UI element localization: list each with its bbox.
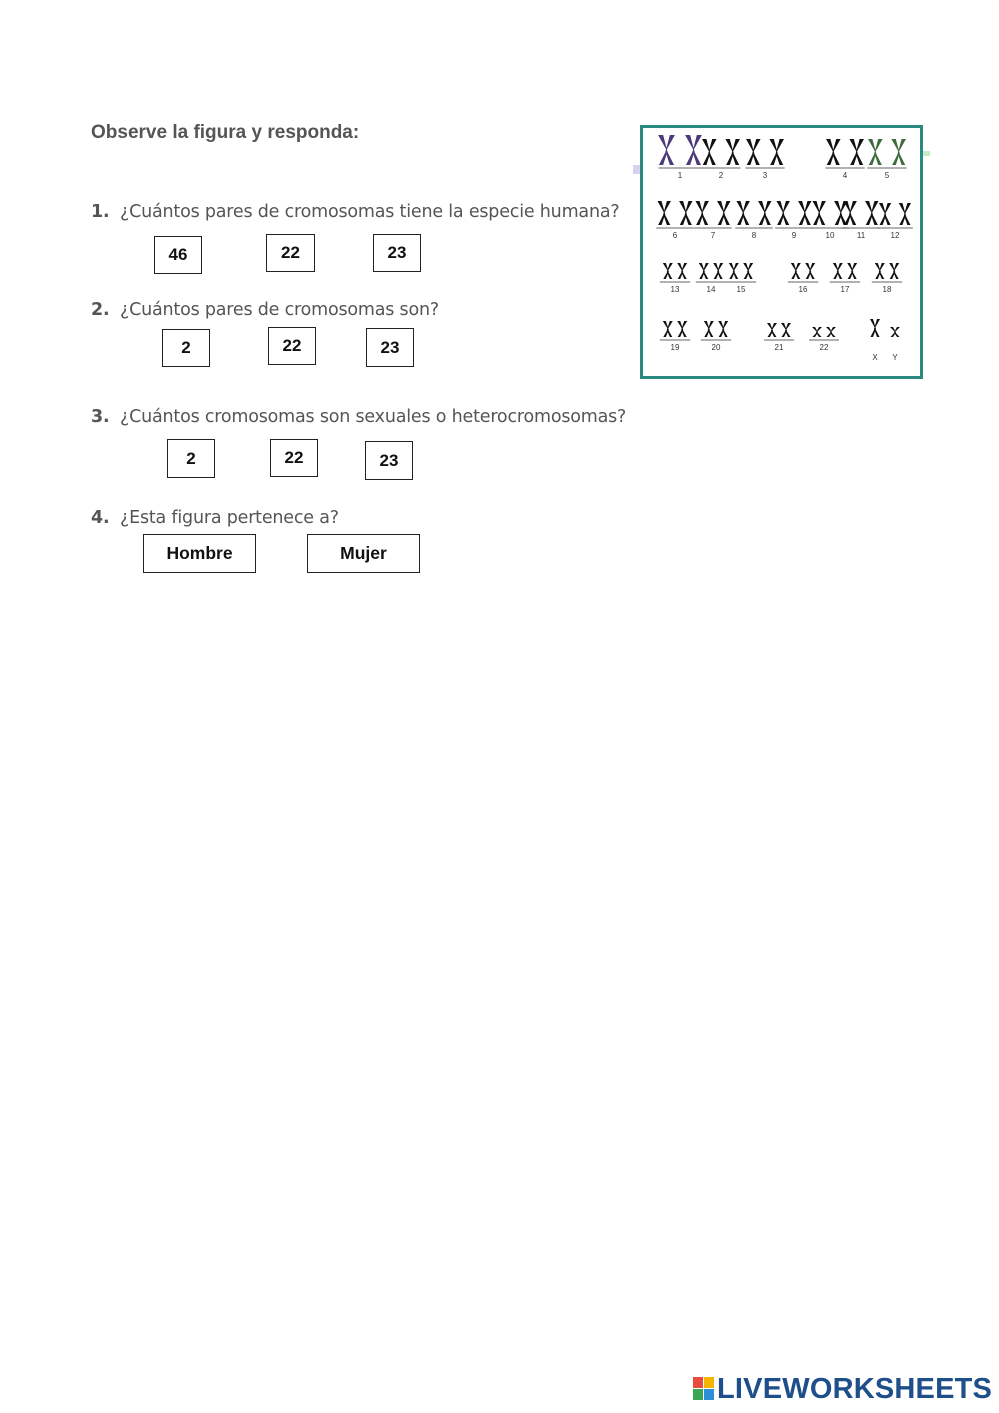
chromosome-glyph — [729, 263, 739, 279]
chromosome-glyph — [695, 201, 708, 225]
page-title: Observe la figura y responda: — [91, 122, 360, 143]
question-number: 2. — [91, 300, 110, 320]
question-number: 3. — [91, 407, 110, 427]
chromosome-glyph — [704, 321, 714, 337]
chromosome-label: X — [872, 353, 878, 362]
chromosome-label: 10 — [825, 231, 835, 240]
question-number: 1. — [91, 202, 110, 222]
chromosome-glyph — [767, 323, 777, 337]
chromosome-glyph — [658, 135, 675, 165]
answer-box-q3-22[interactable]: 22 — [270, 439, 318, 477]
brand-name: LIVEWORKSHEETS — [717, 1373, 993, 1405]
chromosome-label: 5 — [884, 171, 890, 180]
chromosome-glyph — [812, 201, 825, 225]
chromosome-glyph — [890, 327, 900, 337]
chromosome-glyph — [791, 263, 801, 279]
answer-box-mujer[interactable]: Mujer — [307, 534, 420, 573]
chromosome-label: 22 — [819, 343, 829, 352]
chromosome-label: 15 — [736, 285, 746, 294]
answer-box-q1-22[interactable]: 22 — [266, 234, 315, 272]
chromosome-glyph — [713, 263, 723, 279]
answer-box-q1-23[interactable]: 23 — [373, 234, 421, 272]
question-number: 4. — [91, 508, 110, 528]
chromosome-glyph — [849, 139, 864, 165]
chromosome-glyph — [833, 263, 843, 279]
chromosome-glyph — [657, 201, 670, 225]
answer-box-q2-22[interactable]: 22 — [268, 327, 316, 365]
chromosome-label: 14 — [706, 285, 716, 294]
chromosome-glyph — [702, 139, 717, 165]
chromosome-glyph — [679, 201, 692, 225]
karyotype-figure — [640, 125, 923, 379]
chromosome-glyph — [663, 321, 673, 337]
chromosome-label: 11 — [856, 231, 866, 240]
chromosome-glyph — [899, 203, 911, 225]
chromosome-label: 19 — [670, 343, 680, 352]
chromosome-glyph — [875, 263, 885, 279]
chromosome-glyph — [805, 263, 815, 279]
question-text: ¿Esta figura pertenece a? — [120, 508, 339, 528]
chromosome-glyph — [663, 263, 673, 279]
question-text: ¿Cuántos cromosomas son sexuales o heterocromosomas? — [120, 407, 627, 427]
chromosome-glyph — [776, 201, 789, 225]
chromosome-label: 12 — [890, 231, 900, 240]
answer-box-q3-2[interactable]: 2 — [167, 439, 215, 478]
question-1 — [91, 202, 619, 222]
chromosome-label: 21 — [774, 343, 784, 352]
question-3 — [91, 407, 626, 427]
chromosome-label: 20 — [711, 343, 721, 352]
question-4 — [91, 508, 339, 528]
question-2 — [91, 300, 439, 320]
liveworksheets-logo-icon — [693, 1377, 715, 1401]
chromosome-glyph — [769, 139, 784, 165]
liveworksheets-logo — [693, 1374, 992, 1404]
chromosome-glyph — [889, 263, 899, 279]
answer-box-hombre[interactable]: Hombre — [143, 534, 256, 573]
chromosome-label: 6 — [672, 231, 678, 240]
chromosome-glyph — [736, 201, 749, 225]
chromosome-label: 16 — [798, 285, 808, 294]
chromosome-label: 8 — [751, 231, 757, 240]
chromosome-label: 2 — [718, 171, 724, 180]
chromosome-label: 17 — [840, 285, 850, 294]
chromosome-glyph — [725, 139, 740, 165]
chromosome-label: 13 — [670, 285, 680, 294]
chromosome-glyph — [718, 321, 728, 337]
chromosome-glyph — [826, 327, 836, 337]
chromosome-label: 9 — [791, 231, 797, 240]
chromosome-glyph — [677, 321, 687, 337]
chromosome-label: 18 — [882, 285, 892, 294]
chromosome-glyph — [865, 201, 878, 225]
chromosome-label: 7 — [710, 231, 716, 240]
chromosome-label: Y — [892, 353, 898, 362]
chromosome-glyph — [677, 263, 687, 279]
chromosome-glyph — [699, 263, 709, 279]
chromosome-glyph — [717, 201, 730, 225]
question-text: ¿Cuántos pares de cromosomas son? — [120, 300, 439, 320]
answer-box-q3-23[interactable]: 23 — [365, 441, 413, 480]
chromosome-glyph — [847, 263, 857, 279]
chromosome-glyph — [758, 201, 771, 225]
chromosome-glyph — [879, 203, 891, 225]
chromosome-label: 1 — [677, 171, 683, 180]
answer-box-q2-23[interactable]: 23 — [366, 328, 414, 367]
answer-box-q2-2[interactable]: 2 — [162, 329, 210, 367]
chromosome-label: 3 — [762, 171, 768, 180]
chromosome-glyph — [826, 139, 841, 165]
answer-box-q1-46[interactable]: 46 — [154, 236, 202, 274]
chromosome-glyph — [798, 201, 811, 225]
chromosome-glyph — [812, 327, 822, 337]
chromosome-label: 4 — [842, 171, 848, 180]
chromosome-glyph — [746, 139, 761, 165]
chromosome-glyph — [743, 263, 753, 279]
chromosome-glyph — [685, 135, 702, 165]
karyotype-image — [643, 128, 920, 376]
chromosome-glyph — [781, 323, 791, 337]
question-text: ¿Cuántos pares de cromosomas tiene la especie humana? — [120, 202, 620, 222]
chromosome-glyph — [870, 319, 880, 337]
chromosome-glyph — [868, 139, 883, 165]
chromosome-glyph — [891, 139, 906, 165]
